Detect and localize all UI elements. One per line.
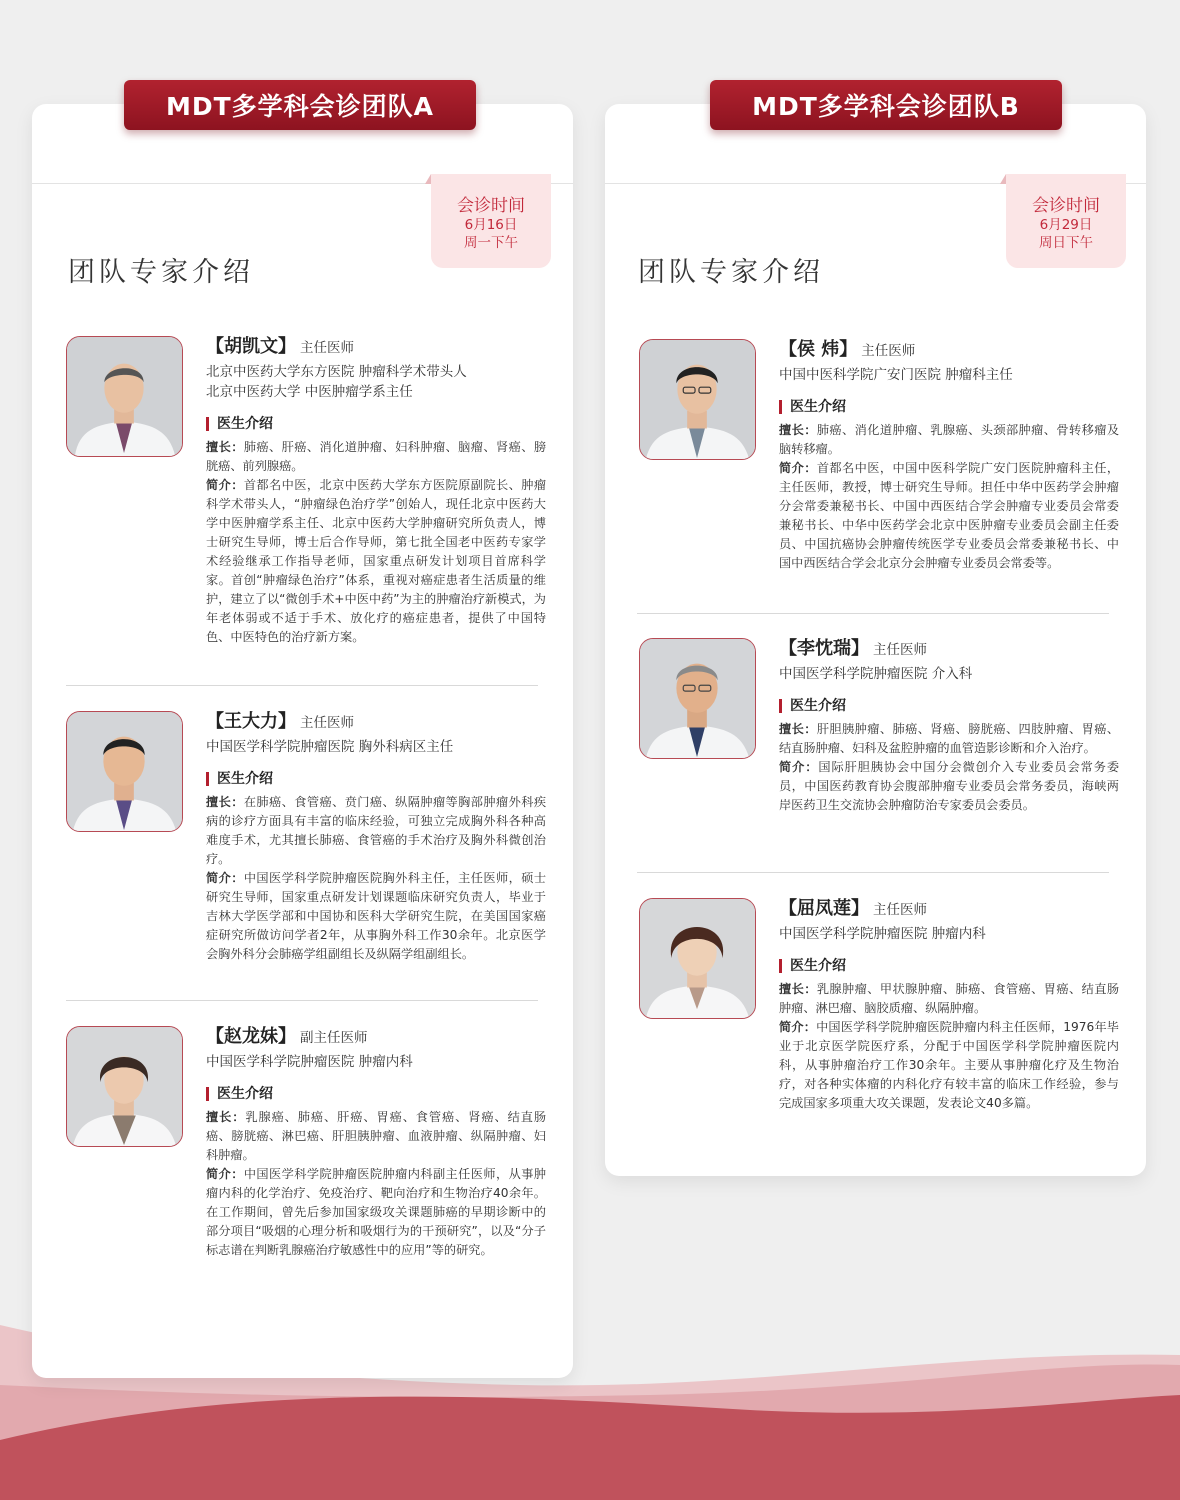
expert-divider bbox=[66, 685, 538, 686]
hospital-line: 中国医学科学院肿瘤医院 肿瘤内科 bbox=[206, 1054, 413, 1070]
specialty-text bbox=[206, 1108, 546, 1165]
expert-divider bbox=[637, 872, 1109, 873]
bio-value: 首都名中医，中国中医科学院广安门医院肿瘤科主任，主任医师，教授，博士研究生导师。担任中华中医药学会肿瘤分会常委兼秘书长、中国中西医结合学会肿瘤专业委员会常委兼秘书长、中华中医药学会北京中医肿瘤专业委员会副主任委员、中国抗癌协会肿瘤传统医学专业委员会常委兼秘书长、中国中西医结合学会北京分会肿瘤专业委员会常委等。 bbox=[779, 461, 1120, 570]
doctor-title: 主任医师 bbox=[861, 343, 916, 359]
specialty-label: 擅长： bbox=[779, 982, 817, 996]
intro-heading bbox=[779, 397, 1119, 417]
hospital-line: 中国中医科学院广安门医院 肿瘤科主任 bbox=[779, 367, 1013, 383]
doctor-name: 【屈凤莲】 bbox=[779, 898, 869, 919]
doctor-photo bbox=[66, 336, 183, 457]
intro-heading-text: 医生介绍 bbox=[790, 698, 846, 714]
specialty-text bbox=[779, 421, 1119, 459]
specialty-value: 肝胆胰肿瘤、肺癌、肾癌、膀胱癌、四肢肿瘤、胃癌、结直肠肿瘤、妇科及盆腔肿瘤的血管造影诊断和介入治疗。 bbox=[779, 722, 1120, 755]
heading-bar bbox=[779, 699, 782, 713]
bio-text bbox=[206, 476, 546, 647]
bio-label: 简介： bbox=[206, 1167, 244, 1181]
doctor-name: 【赵龙妹】 bbox=[206, 1026, 296, 1047]
section-title: 团队专家介绍 bbox=[638, 257, 824, 288]
specialty-label: 擅长： bbox=[779, 423, 817, 437]
consult-time-tag bbox=[1006, 174, 1126, 268]
doctor-photo bbox=[66, 1026, 183, 1147]
hospital-line: 中国医学科学院肿瘤医院 介入科 bbox=[779, 666, 973, 682]
doctor-name: 【李忱瑞】 bbox=[779, 638, 869, 659]
specialty-value: 肺癌、消化道肿瘤、乳腺癌、头颈部肿瘤、骨转移瘤及脑转移瘤。 bbox=[779, 423, 1120, 456]
intro-heading-text: 医生介绍 bbox=[790, 958, 846, 974]
doctor-title: 副主任医师 bbox=[300, 1030, 368, 1046]
bio-label: 简介： bbox=[206, 478, 244, 492]
consult-time-label: 会诊时间 bbox=[457, 196, 525, 216]
doctor-title: 主任医师 bbox=[873, 902, 927, 918]
specialty-value: 在肺癌、食管癌、贲门癌、纵隔肿瘤等胸部肿瘤外科疾病的诊疗方面具有丰富的临床经验，可独立完成胸外科各种高难度手术，尤其擅长肺癌、食管癌的手术治疗及胸外科微创治疗。 bbox=[206, 795, 547, 866]
heading-bar bbox=[779, 959, 782, 973]
specialty-text bbox=[206, 438, 546, 476]
specialty-label: 擅长： bbox=[779, 722, 817, 736]
bio-value: 国际肝胆胰协会中国分会微创介入专业委员会常务委员，中国医药教育协会腹部肿瘤专业委员会常务委员，海峡两岸医药卫生交流协会肿瘤防治专家委员会委员。 bbox=[779, 760, 1120, 812]
intro-heading-text: 医生介绍 bbox=[217, 771, 273, 787]
intro-heading bbox=[206, 1084, 546, 1104]
doctor-name: 【胡凯文】 bbox=[206, 336, 296, 357]
consult-time-tag bbox=[431, 174, 551, 268]
consult-date: 6月29日 bbox=[1039, 217, 1093, 233]
specialty-label: 擅长： bbox=[206, 1110, 246, 1124]
doctor-photo bbox=[639, 898, 756, 1019]
doctor-photo bbox=[639, 638, 756, 759]
doctor-hospital bbox=[779, 664, 1119, 684]
intro-heading bbox=[206, 414, 546, 434]
bio-text bbox=[206, 1165, 546, 1260]
bio-value: 中国医学科学院肿瘤医院肿瘤内科主任医师，1976年毕业于北京医学院医疗系，分配于中国医学科学院肿瘤医院内科，从事肿瘤治疗工作30余年。主要从事肿瘤化疗及生物治疗，对各种实体瘤的内科化疗有较丰富的临床工作经验，参与完成国家多项重大攻关课题，发表论文40多篇。 bbox=[779, 1020, 1119, 1110]
bio-label: 简介： bbox=[779, 461, 817, 475]
hospital-line: 北京中医药大学 中医肿瘤学系主任 bbox=[206, 384, 413, 400]
intro-heading-text: 医生介绍 bbox=[217, 1086, 273, 1102]
hospital-line: 中国医学科学院肿瘤医院 胸外科病区主任 bbox=[206, 739, 454, 755]
specialty-text bbox=[206, 793, 546, 869]
heading-bar bbox=[206, 1087, 209, 1101]
specialty-label: 擅长： bbox=[206, 440, 244, 454]
heading-bar bbox=[206, 417, 209, 431]
heading-bar bbox=[779, 400, 782, 414]
intro-heading-text: 医生介绍 bbox=[217, 416, 273, 432]
bio-label: 简介： bbox=[779, 1020, 817, 1034]
intro-heading bbox=[779, 696, 1119, 716]
bio-label: 简介： bbox=[206, 871, 244, 885]
doctor-title: 主任医师 bbox=[873, 642, 927, 658]
expert-divider bbox=[66, 1000, 538, 1001]
specialty-value: 乳腺癌、肺癌、肝癌、胃癌、食管癌、肾癌、结直肠癌、膀胱癌、淋巴癌、肝胆胰肿瘤、血液肿瘤、纵隔肿瘤、妇科肿瘤。 bbox=[206, 1110, 547, 1162]
doctor-name: 【侯 炜】 bbox=[779, 339, 858, 360]
doctor-photo bbox=[66, 711, 183, 832]
consult-time-label: 会诊时间 bbox=[1032, 196, 1100, 216]
team-a-card bbox=[32, 92, 573, 1378]
section-title: 团队专家介绍 bbox=[68, 257, 254, 288]
doctor-hospital bbox=[779, 924, 1119, 944]
hospital-line: 中国医学科学院肿瘤医院 肿瘤内科 bbox=[779, 926, 986, 942]
consult-day: 周一下午 bbox=[464, 235, 518, 251]
doctor-hospital bbox=[779, 365, 1119, 385]
specialty-label: 擅长： bbox=[206, 795, 244, 809]
intro-heading-text: 医生介绍 bbox=[790, 399, 846, 415]
doctor-name: 【王大力】 bbox=[206, 711, 296, 732]
specialty-value: 乳腺肿瘤、甲状腺肿瘤、肺癌、食管癌、胃癌、结直肠肿瘤、淋巴瘤、脑胶质瘤、纵隔肿瘤。 bbox=[779, 982, 1120, 1015]
team-b-banner: MDT多学科会诊团队B bbox=[710, 80, 1062, 130]
doctor-title: 主任医师 bbox=[300, 715, 354, 731]
doctor-hospital bbox=[206, 362, 546, 402]
doctor-hospital bbox=[206, 1052, 546, 1072]
doctor-hospital bbox=[206, 737, 546, 757]
specialty-value: 肺癌、肝癌、消化道肿瘤、妇科肿瘤、脑瘤、肾癌、膀胱癌、前列腺癌。 bbox=[206, 440, 547, 473]
consult-date: 6月16日 bbox=[464, 217, 518, 233]
bio-label: 简介： bbox=[779, 760, 819, 774]
heading-bar bbox=[206, 772, 209, 786]
doctor-title: 主任医师 bbox=[300, 340, 354, 356]
specialty-text bbox=[779, 720, 1119, 758]
bio-text bbox=[779, 459, 1119, 573]
consult-day: 周日下午 bbox=[1039, 235, 1093, 251]
team-b-card bbox=[605, 92, 1146, 1176]
bio-text bbox=[779, 1018, 1119, 1113]
intro-heading bbox=[779, 956, 1119, 976]
bio-value: 首都名中医，北京中医药大学东方医院原副院长、肿瘤科学术带头人，“肿瘤绿色治疗学”创始人，现任北京中医药大学中医肿瘤学系主任、北京中医药大学肿瘤研究所负责人，博士研究生导师，博士后合作导师，第七批全国老中医药专家学术经验继承工作指导老师，国家重点研发计划项目首席科学家。首创“肿瘤绿色治疗”体系，重视对癌症患者生活质量的维护，建立了以“微创手术+中医中药”为主的肿瘤治疗新模式，为年老体弱或不适于手术、放化疗的癌症患者，提供了中国特色、中医特色的治疗新方案。 bbox=[206, 478, 547, 644]
doctor-photo bbox=[639, 339, 756, 460]
team-a-banner: MDT多学科会诊团队A bbox=[124, 80, 476, 130]
bio-text bbox=[206, 869, 546, 964]
bio-value: 中国医学科学院肿瘤医院胸外科主任，主任医师，硕士研究生导师，国家重点研发计划课题临床研究负责人，毕业于吉林大学医学部和中国协和医科大学研究生院，在美国国家癌症研究所做访问学者2年，从事胸外科工作30余年。北京医学会胸外科分会肺癌学组副组长及纵隔学组副组长。 bbox=[206, 871, 547, 961]
specialty-text bbox=[779, 980, 1119, 1018]
hospital-line: 北京中医药大学东方医院 肿瘤科学术带头人 bbox=[206, 364, 467, 380]
bio-value: 中国医学科学院肿瘤医院肿瘤内科副主任医师，从事肿瘤内科的化学治疗、免疫治疗、靶向治疗和生物治疗40余年。在工作期间，曾先后参加国家级攻关课题肺癌的早期诊断中的部分项目“吸烟的心理分析和吸烟行为的干预研究”，以及“分子标志谱在判断乳腺癌治疗敏感性中的应用”等的研究。 bbox=[206, 1167, 547, 1257]
intro-heading bbox=[206, 769, 546, 789]
bio-text bbox=[779, 758, 1119, 815]
expert-divider bbox=[637, 613, 1109, 614]
